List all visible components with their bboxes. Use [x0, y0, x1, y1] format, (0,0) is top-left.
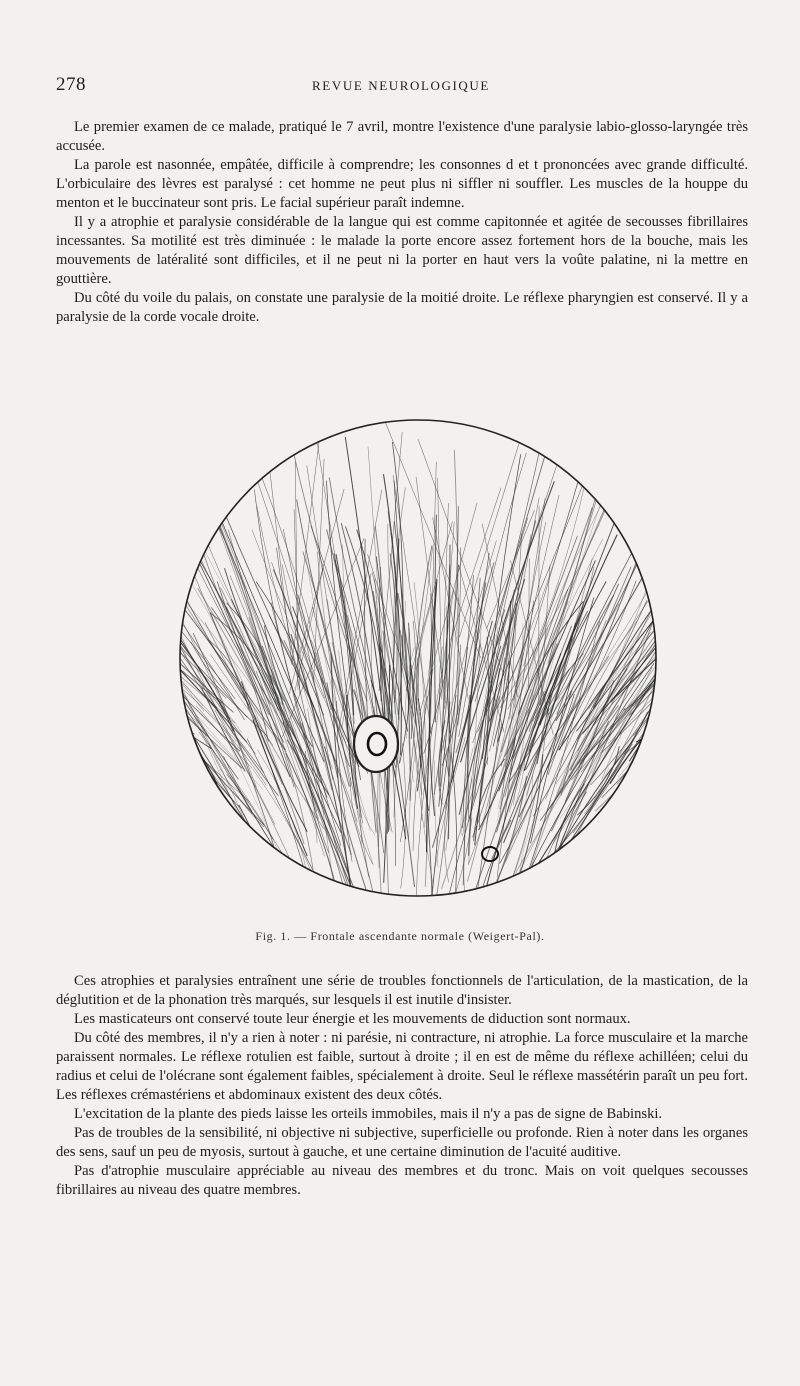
fiber-stroke — [543, 401, 638, 698]
fiber-stroke — [639, 827, 670, 883]
fiber-stroke — [170, 581, 273, 846]
fiber-stroke — [170, 753, 239, 912]
paragraph: Il y a atrophie et paralysie considérable de la langue qui est comme capitonnée et agitée de secousses fibrillaires incessantes. Sa motilité est très diminuée : le malade la porte encore assez fortement hors de la bouche, mais les mouvements de latéralité sont difficiles, et il ne peut ni la porter en haut vers la voûte palatine, ni la mettre en gouttière. — [56, 214, 748, 287]
fiber-stroke — [179, 776, 251, 846]
fiber-stroke — [170, 792, 197, 847]
fiber-stroke — [594, 672, 670, 844]
vessel-cross-section — [354, 716, 398, 772]
fiber-stroke — [170, 786, 222, 892]
body-text-top — [56, 118, 748, 327]
fiber-stroke — [616, 774, 671, 859]
fiber-stroke — [170, 657, 198, 878]
figure-caption: Fig. 1. — Frontale ascendante normale (Weigert-Pal). — [255, 929, 545, 943]
fiber-stroke — [566, 758, 642, 887]
fiber-stroke — [170, 787, 241, 873]
fiber-stroke — [170, 711, 214, 887]
fiber-stroke — [227, 774, 274, 840]
fiber-stroke — [438, 478, 442, 674]
fiber-stroke — [170, 734, 212, 832]
fiber-stroke — [170, 687, 204, 822]
fiber-stroke — [170, 636, 218, 783]
fiber-stroke — [170, 671, 194, 868]
body-text-bottom — [56, 972, 748, 1200]
paragraph: Du côté des membres, il n'y a rien à noter : ni parésie, ni contracture, ni atrophie. La force musculaire et la marche paraissent normales. Le réflexe rotulien est faible, surtout à droite ; il en est de même du réflexe achilléen; celui du radius et celui de l'olécrane sont également faibles, spécialement à droite. Seul le réflexe massétérin paraît un peu fort. Les réflexes crémastériens et abdominaux existent des deux côtés. — [56, 1030, 748, 1103]
running-title: REVUE NEUROLOGIQUE — [312, 78, 490, 93]
fiber-stroke — [597, 711, 670, 867]
fiber-stroke — [618, 719, 670, 777]
fiber-stroke — [255, 460, 331, 710]
fiber-stroke — [637, 704, 671, 802]
fiber-stroke — [170, 699, 199, 901]
fiber-stroke — [640, 696, 670, 866]
fiber-stroke — [477, 453, 595, 733]
fiber-stroke — [431, 737, 465, 898]
fiber-stroke — [603, 778, 670, 913]
fiber-stroke — [243, 437, 324, 684]
paragraph: Les masticateurs ont conservé toute leur énergie et les mouvements de diduction sont normaux. — [74, 1011, 631, 1027]
page-number: 278 — [56, 74, 86, 95]
paragraph: Ces atrophies et paralysies entraînent une série de troubles fonctionnels de l'articulation, de la mastication, de la déglutition et de la phonation très marqués, sur lesquels il est inutile d'insister. — [56, 973, 748, 1008]
fiber-stroke — [170, 757, 192, 857]
paragraph: Le premier examen de ce malade, pratiqué le 7 avril, montre l'existence d'une paralysie labio-glosso-laryngée très accusée. — [56, 119, 748, 154]
fiber-stroke — [589, 753, 670, 883]
fiber-stroke — [617, 713, 670, 871]
fiber-stroke — [170, 781, 194, 882]
paragraph: Pas d'atrophie musculaire appréciable au niveau des membres et du tronc. Mais on voit quelques secousses fibrillaires au niveau des quatre membres. — [56, 1163, 748, 1198]
fiber-stroke — [565, 806, 633, 901]
paragraph: La parole est nasonnée, empâtée, difficile à comprendre; les consonnes d et t prononcées avec grande difficulté. L'orbiculaire des lèvres est paralysé : cet homme ne peut plus ni siffler ni souffler. Les muscles de la houppe du menton et le buccinateur sont pris. Le facial supérieur paraît indemne. — [56, 157, 748, 211]
paragraph: Pas de troubles de la sensibilité, ni objective ni subjective, superficielle ou profonde. Rien à noter dans les organes des sens, sauf un peu de myosis, surtout à gauche, et une certaine diminution de l'acuité auditive. — [56, 1125, 748, 1160]
fiber-stroke — [604, 856, 665, 914]
fiber-stroke — [170, 755, 245, 832]
fiber-stroke — [201, 454, 314, 707]
fiber-stroke — [620, 802, 670, 876]
fiber-stroke — [433, 517, 469, 698]
fiber-stroke — [619, 713, 670, 889]
fiber-stroke — [174, 513, 290, 778]
fiber-stroke — [170, 653, 237, 858]
page-header — [56, 74, 746, 98]
fiber-stroke — [607, 697, 670, 857]
fiber-stroke — [170, 663, 264, 864]
fiber-stroke — [416, 477, 445, 704]
fiber-stroke — [253, 769, 322, 902]
fiber-stroke — [583, 772, 661, 876]
fiber-stroke — [496, 499, 604, 772]
fiber-stroke — [170, 813, 192, 899]
figure-micrograph — [170, 382, 670, 922]
fiber-stroke — [557, 819, 630, 910]
fiber-stroke — [170, 736, 214, 871]
fiber-stroke — [576, 744, 655, 902]
paragraph: Du côté du voile du palais, on constate une paralysie de la moitié droite. Le réflexe pharyngien est conservé. Il y a paralysie de la corde vocale droite. — [56, 290, 748, 325]
fiber-stroke — [596, 796, 670, 897]
fiber-stroke — [598, 606, 670, 849]
fiber-stroke — [185, 696, 272, 888]
fiber-stroke — [624, 589, 670, 755]
fiber-stroke — [170, 734, 217, 863]
fiber-stroke — [609, 786, 670, 903]
fiber-stroke — [634, 814, 670, 882]
fiber-stroke — [170, 610, 213, 822]
fiber-stroke — [602, 784, 670, 903]
fiber-stroke — [637, 725, 670, 774]
fiber-stroke — [170, 770, 192, 883]
fiber-stroke — [624, 635, 670, 711]
fiber-stroke — [253, 720, 307, 857]
fiber-stroke — [459, 565, 505, 733]
paragraph: L'excitation de la plante des pieds laisse les orteils immobiles, mais il n'y a pas de signe de Babinski. — [74, 1106, 663, 1122]
micrograph-drawing — [170, 382, 670, 922]
fiber-stroke — [593, 794, 670, 900]
fiber-stroke — [565, 777, 651, 909]
fiber-stroke — [170, 667, 202, 857]
